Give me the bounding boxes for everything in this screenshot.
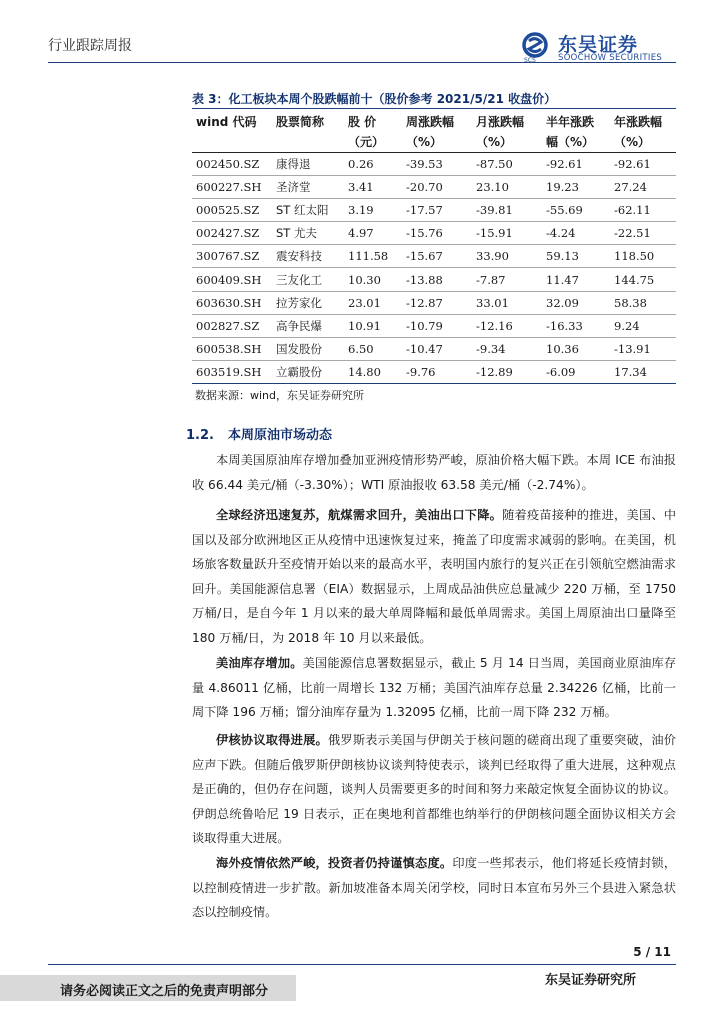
table-row	[192, 245, 676, 268]
paragraph-text: 俄罗斯表示美国与伊朗关于核问题的磋商出现了重要突破，油价应声下跌。但随后俄罗斯伊朗核协议谈判特使表示，谈判已经取得了重大进展，这种观点是正确的，但仍存在问题，谈判人员需要更多的时间和努力来敲定恢复全面协议的协议。伊朗总统鲁哈尼 19 日表示，正在奥地利首都维也纳举行的伊朗核问题全面协议相关方会谈取得重大进展。	[192, 733, 676, 845]
paragraph-lead: 全球经济迅速复苏，航煤需求回升，美油出口下降。	[216, 508, 503, 522]
column-header: 股 价	[348, 115, 377, 129]
cell-value: 144.75	[610, 268, 676, 291]
cell-value: -12.16	[472, 314, 542, 337]
cell-value: -10.47	[402, 338, 472, 361]
cell-stock-name: 国发股份	[272, 338, 344, 361]
logo-english-name: SOOCHOW SECURITIES	[558, 53, 663, 63]
cell-value: -55.69	[542, 198, 610, 221]
column-header: 半年涨跌	[546, 115, 595, 129]
table-row	[192, 268, 676, 291]
cell-stock-name: ST 尤夫	[272, 222, 344, 245]
column-header-unit: （%）	[472, 131, 542, 152]
logo-abbr: SCS	[524, 57, 536, 64]
cell-value: 9.24	[610, 314, 676, 337]
cell-stock-name: 圣济堂	[272, 175, 344, 198]
paragraph-iran-deal	[192, 728, 676, 851]
cell-code: 000525.SZ	[192, 198, 272, 221]
column-header-unit: 幅（%）	[542, 131, 610, 152]
cell-value: -17.57	[402, 198, 472, 221]
table-row	[192, 314, 676, 337]
paragraph-lead: 海外疫情依然严峻，投资者仍持谨慎态度。	[216, 856, 453, 870]
cell-value: -87.50	[472, 152, 542, 175]
cell-value: -4.24	[542, 222, 610, 245]
paragraph-text: 本周美国原油库存增加叠加亚洲疫情形势严峻，原油价格大幅下跌。本周 ICE 布油报收 66.44 美元/桶（-3.30%）；WTI 原油报收 63.58 美元/桶（-2.74%）。	[192, 453, 676, 492]
paragraph-pandemic	[192, 851, 676, 925]
cell-value: 4.97	[344, 222, 402, 245]
table-row	[192, 338, 676, 361]
cell-value: 58.38	[610, 291, 676, 314]
cell-value: -15.76	[402, 222, 472, 245]
table-source-note: 数据来源：wind，东吴证券研究所	[195, 389, 365, 402]
table-row	[192, 222, 676, 245]
report-type-label: 行业跟踪周报	[48, 38, 132, 54]
cell-value: -92.61	[542, 152, 610, 175]
cell-value: 33.90	[472, 245, 542, 268]
table-caption: 表 3：化工板块本周个股跌幅前十（股价参考 2021/5/21 收盘价）	[192, 92, 557, 106]
paragraph-lead: 美油库存增加。	[216, 656, 303, 670]
cell-value: 10.91	[344, 314, 402, 337]
cell-value: 59.13	[542, 245, 610, 268]
cell-value: 6.50	[344, 338, 402, 361]
table-row	[192, 361, 676, 384]
cell-stock-name: 高争民爆	[272, 314, 344, 337]
cell-stock-name: 拉芳家化	[272, 291, 344, 314]
cell-value: -6.09	[542, 361, 610, 384]
cell-code: 600409.SH	[192, 268, 272, 291]
cell-stock-name: 立霸股份	[272, 361, 344, 384]
cell-code: 002450.SZ	[192, 152, 272, 175]
column-header: 股票简称	[276, 115, 325, 129]
table-header-row	[192, 110, 676, 131]
cell-value: 14.80	[344, 361, 402, 384]
section-title: 本周原油市场动态	[227, 428, 332, 443]
section-number: 1.2.	[186, 428, 214, 443]
cell-value: -7.87	[472, 268, 542, 291]
header-divider	[48, 62, 676, 63]
cell-value: -39.81	[472, 198, 542, 221]
column-header-unit: （%）	[610, 131, 676, 152]
cell-stock-name: 康得退	[272, 152, 344, 175]
cell-value: 3.41	[344, 175, 402, 198]
cell-value: -92.61	[610, 152, 676, 175]
cell-code: 603630.SH	[192, 291, 272, 314]
paragraph-oil-summary	[192, 448, 676, 497]
cell-value: 0.26	[344, 152, 402, 175]
cell-value: 10.36	[542, 338, 610, 361]
cell-value: -15.91	[472, 222, 542, 245]
section-heading	[186, 424, 332, 443]
cell-value: -10.79	[402, 314, 472, 337]
cell-value: 17.34	[610, 361, 676, 384]
cell-value: -22.51	[610, 222, 676, 245]
company-logo	[520, 30, 680, 64]
cell-code: 002827.SZ	[192, 314, 272, 337]
cell-value: 111.58	[344, 245, 402, 268]
cell-value: 19.23	[542, 175, 610, 198]
cell-value: -9.76	[402, 361, 472, 384]
column-header-unit: （元）	[344, 131, 402, 152]
column-header-unit: （%）	[402, 131, 472, 152]
column-header-unit	[272, 131, 344, 152]
table-row	[192, 152, 676, 175]
cell-stock-name: 三友化工	[272, 268, 344, 291]
column-header: wind 代码	[196, 115, 257, 129]
cell-value: 23.01	[344, 291, 402, 314]
table-row	[192, 291, 676, 314]
logo-chinese-name: 东吴证券	[558, 34, 639, 56]
cell-value: -13.91	[610, 338, 676, 361]
footer-divider	[48, 964, 676, 965]
cell-value: 27.24	[610, 175, 676, 198]
stock-decline-table	[192, 110, 676, 384]
cell-value: -62.11	[610, 198, 676, 221]
column-header: 月涨跌幅	[476, 115, 525, 129]
cell-code: 600538.SH	[192, 338, 272, 361]
table-row	[192, 198, 676, 221]
cell-code: 002427.SZ	[192, 222, 272, 245]
paragraph-lead: 伊核协议取得进展。	[216, 733, 328, 747]
cell-value: -9.34	[472, 338, 542, 361]
footer-institute: 东吴证券研究所	[544, 973, 636, 988]
disclaimer-text: 请务必阅读正文之后的免责声明部分	[60, 984, 269, 999]
paragraph-text: 印度一些邦表示，他们将延长疫情封锁，以控制疫情进一步扩散。新加坡准备本周关闭学校，同时日本宣布另外三个县进入紧急状态以控制疫情。	[192, 856, 677, 919]
cell-value: -15.67	[402, 245, 472, 268]
cell-value: 23.10	[472, 175, 542, 198]
cell-value: 11.47	[542, 268, 610, 291]
page-number: 5 / 11	[633, 945, 671, 959]
cell-value: -12.87	[402, 291, 472, 314]
column-header-unit	[192, 131, 272, 152]
cell-value: -12.89	[472, 361, 542, 384]
cell-value: -13.88	[402, 268, 472, 291]
table-top-rule	[192, 108, 676, 109]
table-header-row	[192, 131, 676, 152]
cell-value: 33.01	[472, 291, 542, 314]
cell-value: -16.33	[542, 314, 610, 337]
cell-code: 300767.SZ	[192, 245, 272, 268]
table-row	[192, 175, 676, 198]
cell-value: 118.50	[610, 245, 676, 268]
cell-code: 603519.SH	[192, 361, 272, 384]
cell-value: -39.53	[402, 152, 472, 175]
paragraph-demand	[192, 503, 676, 650]
cell-value: -20.70	[402, 175, 472, 198]
cell-code: 600227.SH	[192, 175, 272, 198]
column-header: 周涨跌幅	[406, 115, 455, 129]
cell-stock-name: 震安科技	[272, 245, 344, 268]
cell-value: 3.19	[344, 198, 402, 221]
cell-stock-name: ST 红太阳	[272, 198, 344, 221]
cell-value: 10.30	[344, 268, 402, 291]
paragraph-text: 随着疫苗接种的推进，美国、中国以及部分欧洲地区正从疫情中迅速恢复过来，掩盖了印度需求减弱的影响。在美国，机场旅客数量跃升至疫情开始以来的最高水平，表明国内旅行的复兴正在引领航空燃油需求回升。美国能源信息署（EIA）数据显示，上周成品油供应总量减少 220 万桶，至 1750 万桶/日，是自今年 1 月以来的最大单周降幅和最低单周需求。美国上周原油出口量降至 180 万桶/日，为 2018 年 10 月以来最低。	[192, 508, 677, 645]
column-header: 年涨跌幅	[614, 115, 663, 129]
paragraph-inventory	[192, 651, 676, 725]
paragraph-text: 美国能源信息署数据显示，截止 5 月 14 日当周，美国商业原油库存量 4.86011 亿桶，比前一周增长 132 万桶；美国汽油库存总量 2.34226 亿桶，比前一周下降 196 万桶；馏分油库存量为 1.32095 亿桶，比前一周下降 232 万桶。	[192, 656, 677, 719]
cell-value: 32.09	[542, 291, 610, 314]
